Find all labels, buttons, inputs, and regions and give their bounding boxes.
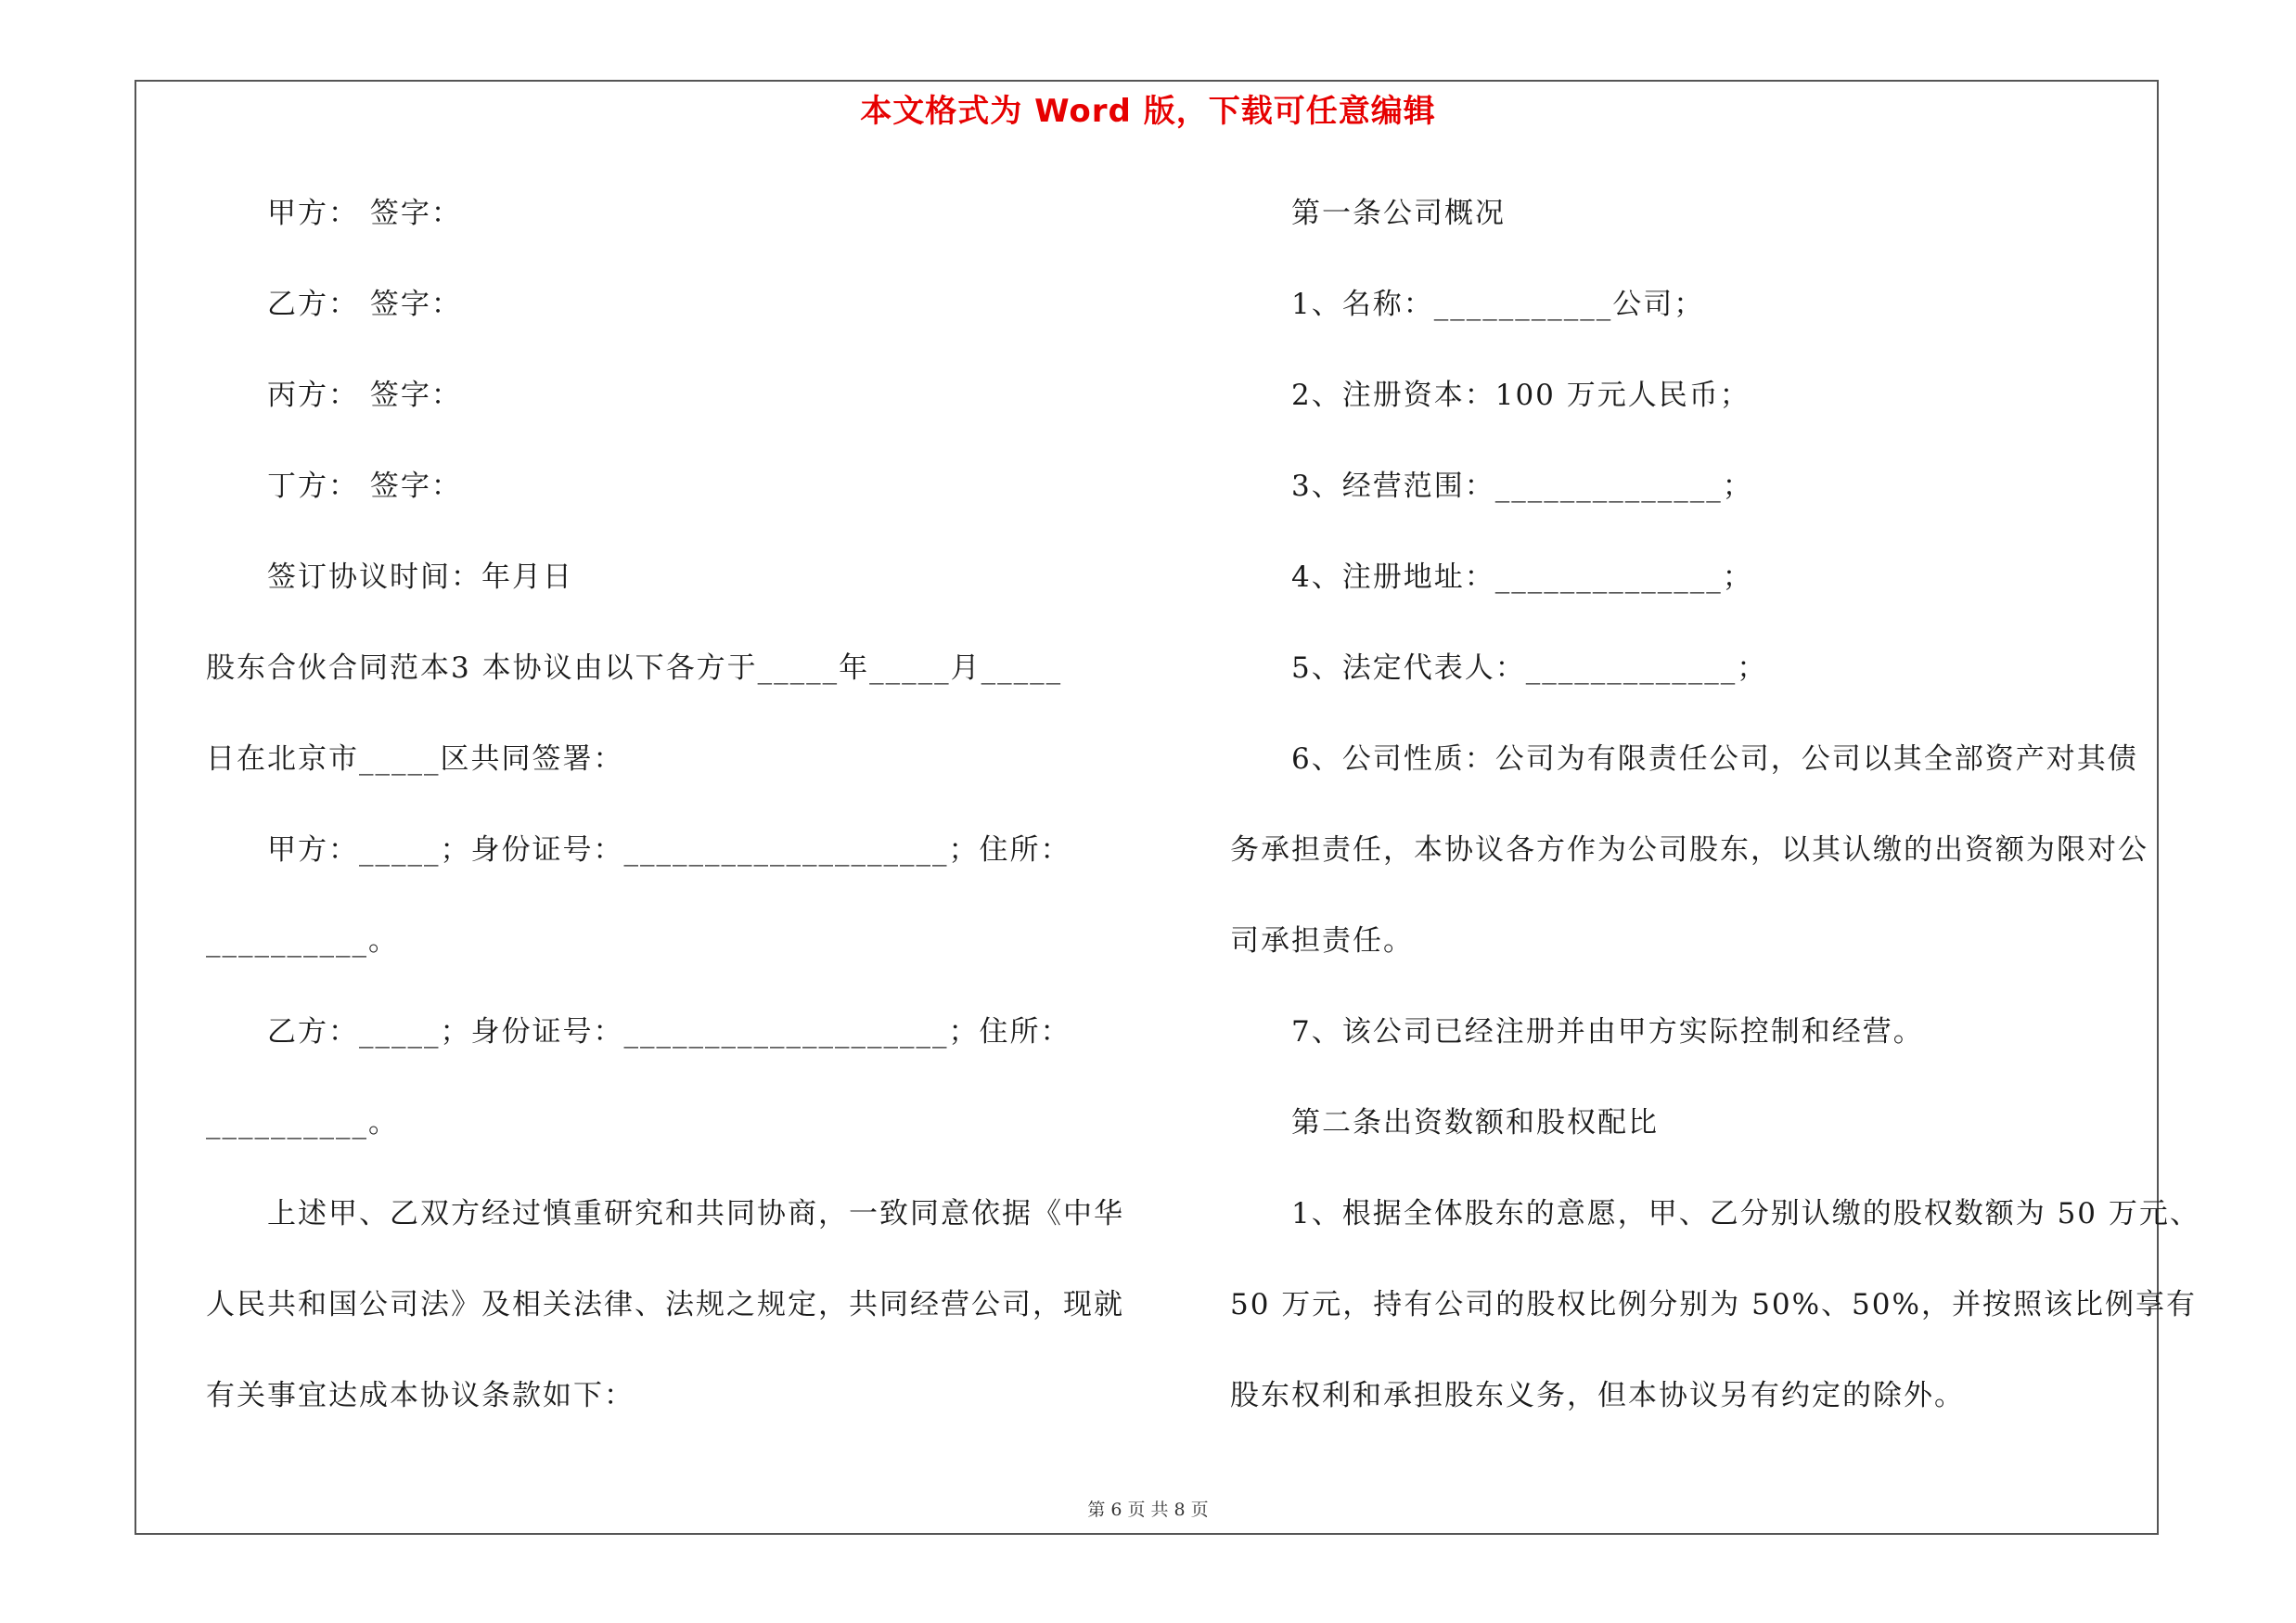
preamble-line-2: 人民共和国公司法》及相关法律、法规之规定，共同经营公司，现就	[206, 1288, 1124, 1321]
signature-line-ding: 丁方： 签字：	[267, 470, 462, 503]
equity-line-1: 1、根据全体股东的意愿，甲、乙分别认缴的股权数额为 50 万元、	[1291, 1197, 2200, 1230]
registered-capital: 2、注册资本：100 万元人民币；	[1291, 379, 1751, 412]
company-control-line: 7、该公司已经注册并由甲方实际控制和经营。	[1291, 1015, 1924, 1049]
company-nature-1: 6、公司性质：公司为有限责任公司，公司以其全部资产对其债	[1291, 742, 2138, 776]
company-nature-3: 司承担责任。	[1230, 924, 1414, 958]
party-yi-info: 乙方：_____；身份证号：____________________；住所：	[267, 1015, 1071, 1049]
equity-line-3: 股东权利和承担股东义务，但本协议另有约定的除外。	[1230, 1379, 1965, 1412]
preamble-line-3: 有关事宜达成本协议条款如下：	[206, 1379, 635, 1412]
format-notice: 本文格式为 Word 版，下载可任意编辑	[860, 93, 1436, 130]
page-number: 第 6 页 共 8 页	[1087, 1500, 1209, 1520]
registered-address: 4、注册地址：______________；	[1291, 560, 1753, 594]
article-1-heading: 第一条公司概况	[1291, 197, 1506, 230]
contract-title-line: 股东合伙合同范本3 本协议由以下各方于_____年_____月_____	[206, 651, 1063, 685]
article-2-heading: 第二条出资数额和股权配比	[1291, 1106, 1659, 1140]
signing-date-line: 签订协议时间：年月日	[267, 560, 573, 594]
party-yi-address: __________。	[206, 1106, 399, 1140]
company-name-line: 1、名称：___________公司；	[1291, 288, 1705, 321]
company-nature-2: 务承担责任，本协议各方作为公司股东，以其认缴的出资额为限对公	[1230, 833, 2148, 867]
legal-representative: 5、法定代表人：_____________；	[1291, 651, 1768, 685]
signature-line-jia: 甲方： 签字：	[267, 197, 462, 230]
signature-line-bing: 丙方： 签字：	[267, 379, 462, 412]
equity-line-2: 50 万元，持有公司的股权比例分别为 50%、50%，并按照该比例享有	[1230, 1288, 2197, 1321]
preamble-line-1: 上述甲、乙双方经过慎重研究和共同协商，一致同意依据《中华	[267, 1197, 1124, 1230]
party-jia-address: __________。	[206, 924, 399, 958]
signing-place-line: 日在北京市_____区共同签署：	[206, 742, 624, 776]
signature-line-yi: 乙方： 签字：	[267, 288, 462, 321]
party-jia-info: 甲方：_____；身份证号：____________________；住所：	[267, 833, 1071, 867]
business-scope: 3、经营范围：______________；	[1291, 470, 1753, 503]
